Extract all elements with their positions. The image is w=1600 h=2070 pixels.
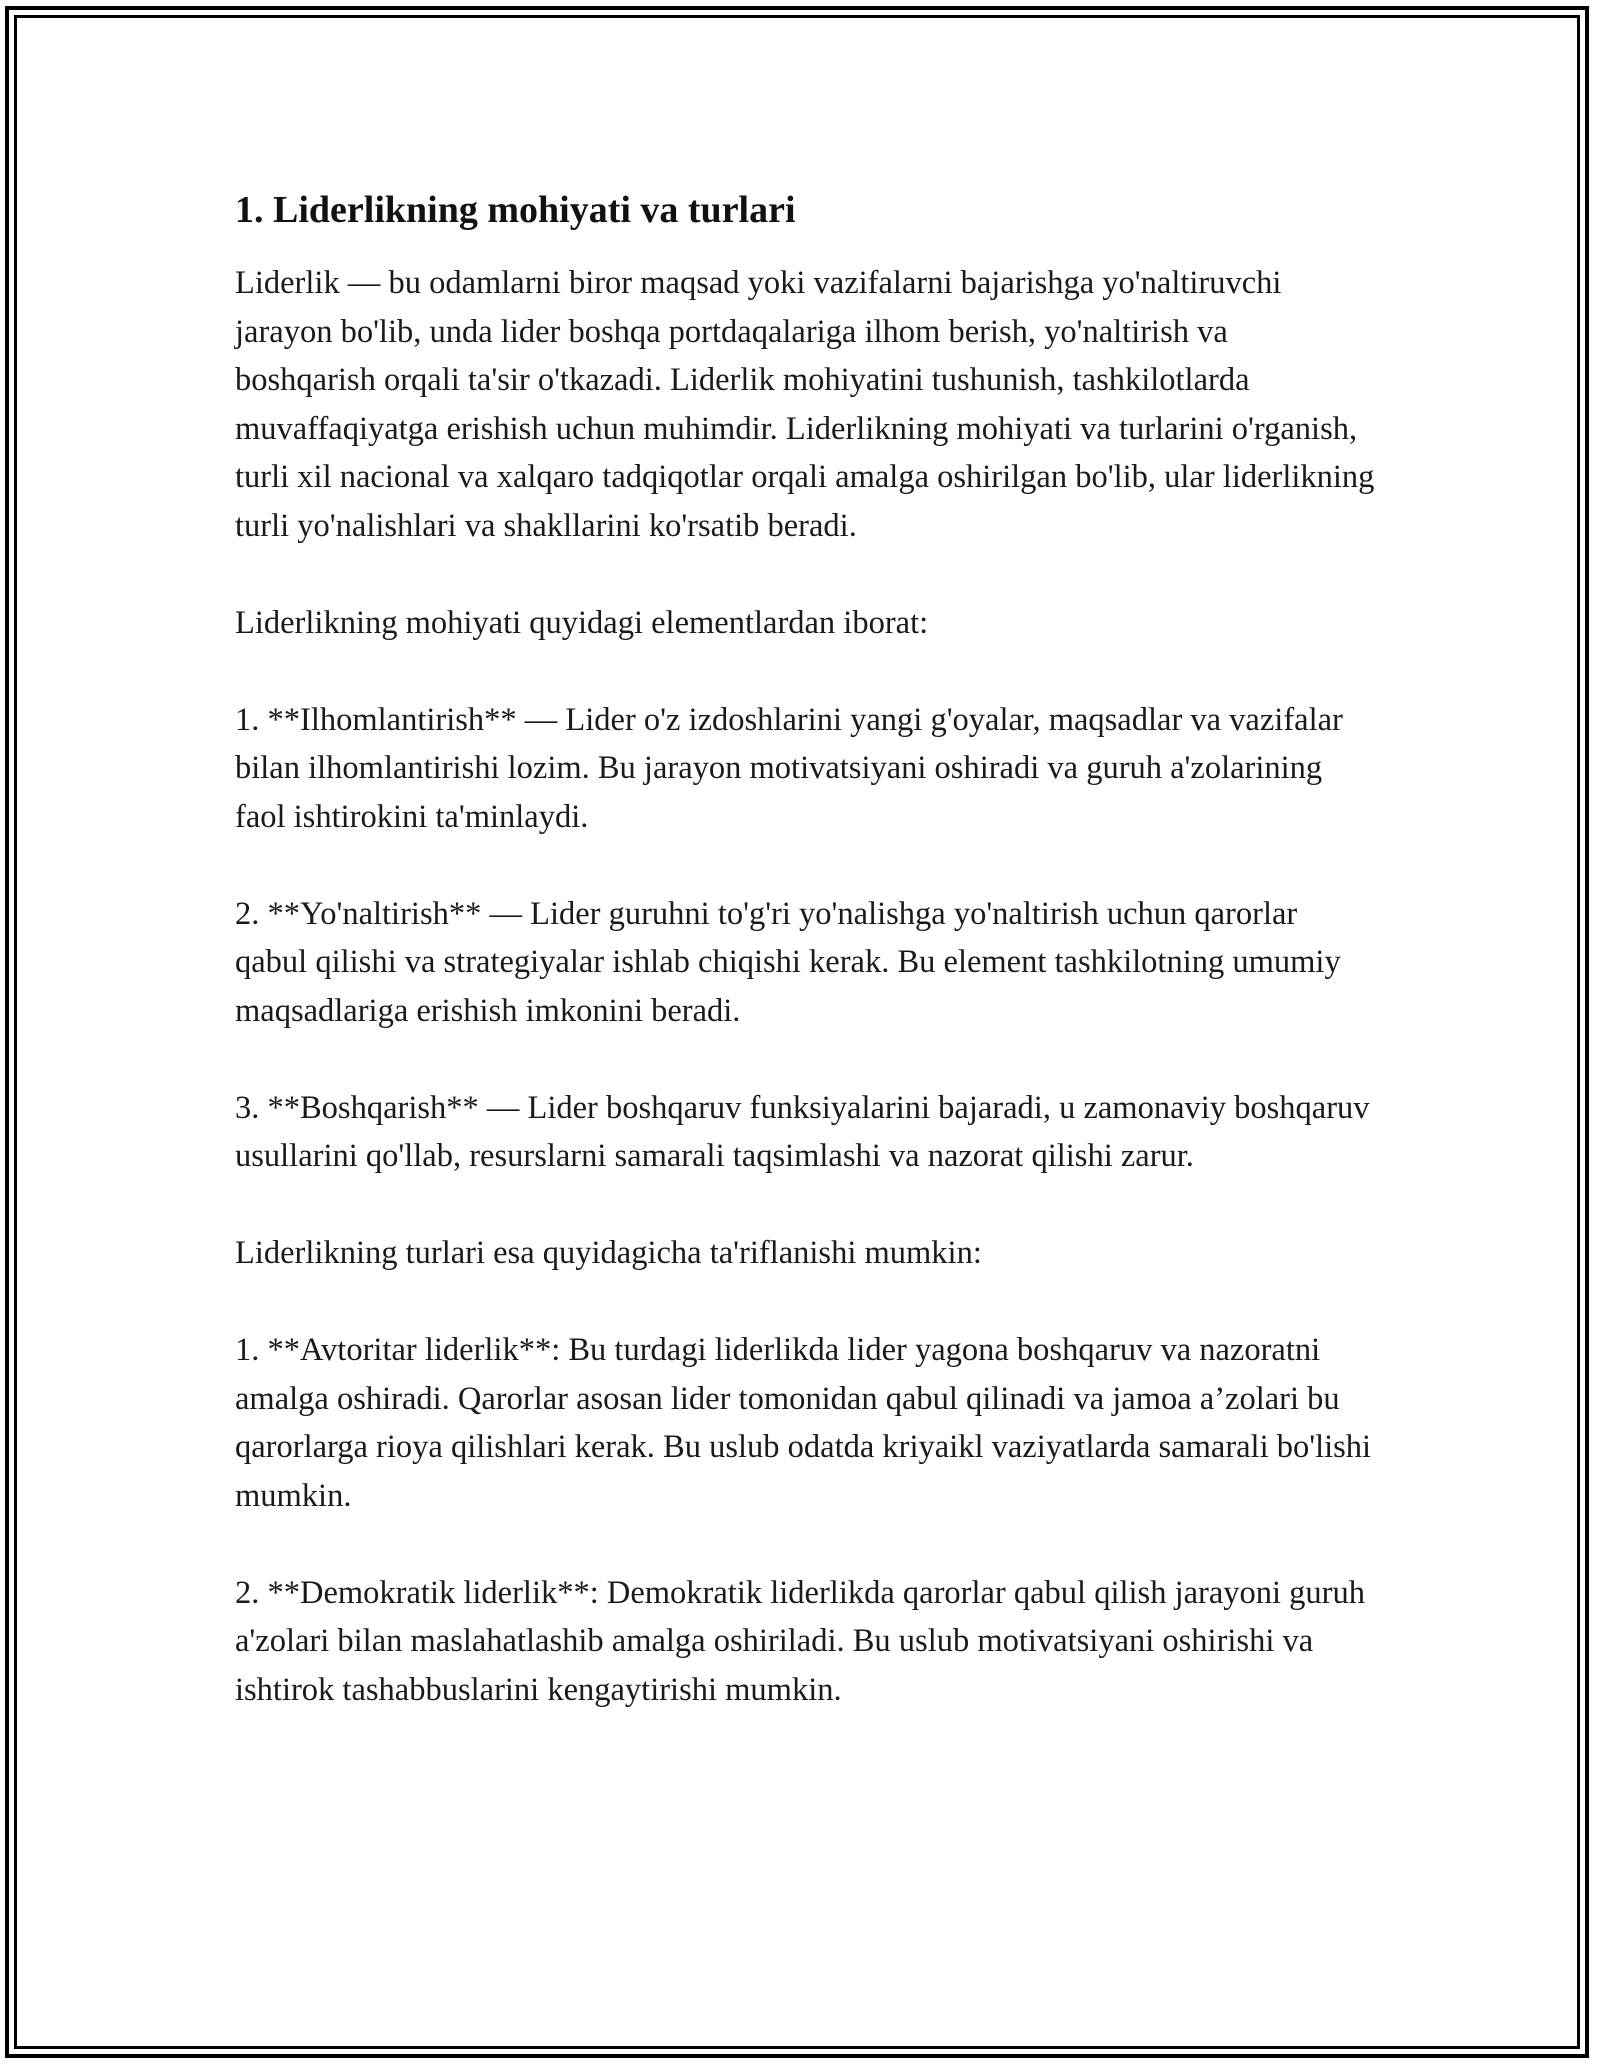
essence-intro-paragraph: Liderlikning mohiyati quyidagi elementlardan iborat: — [235, 604, 929, 641]
list-item-authoritarian: 1. **Avtoritar liderlik**: Bu turdagi liderlikda lider yagona boshqaruv va nazoratni amalga oshiradi. Qarorlar asosan lider tomonidan qabul qilinadi va jamoa a’zolari bu qarorlarga rioya qilishlari kerak. Bu uslub odatda kriyaikl vaziyatlarda samarali bo'lishi mumkin. — [235, 1332, 1372, 1514]
list-item-democratic: 2. **Demokratik liderlik**: Demokratik liderlikda qarorlar qabul qilish jarayoni guruh a'zolari bilan maslahatlashib amalga oshiriladi. Bu uslub motivatsiyani oshirishi va ishtirok tashabbuslarini kengaytirishi mumkin. — [235, 1574, 1365, 1708]
list-item-management: 3. **Boshqarish** — Lider boshqaruv funksiyalarini bajaradi, u zamonaviy boshqaruv usullarini qo'llab, resurslarni samarali taqsimlashi va nazorat qilishi zarur. — [235, 1089, 1370, 1174]
section-heading: 1. Liderlikning mohiyati va turlari — [235, 189, 796, 231]
list-item-direction: 2. **Yo'naltirish** — Lider guruhni to'g'ri yo'nalishga yo'naltirish uchun qarorlar qabul qilishi va strategiyalar ishlab chiqishi kerak. Bu element tashkilotning umumiy maqsadlariga erishish imkonini beradi. — [235, 895, 1341, 1029]
list-item-inspiration: 1. **Ilhomlantirish** — Lider o'z izdoshlarini yangi g'oyalar, maqsadlar va vazifalar bilan ilhomlantirishi lozim. Bu jarayon motivatsiyani oshiradi va guruh a'zolarining faol ishtirokini ta'minlaydi. — [235, 701, 1343, 835]
intro-paragraph: Liderlik — bu odamlarni biror maqsad yoki vazifalarni bajarishga yo'naltiruvchi jarayon bo'lib, unda lider boshqa portdaqalariga ilhom berish, yo'naltirish va boshqarish orqali ta'sir o'tkazadi. Liderlik mohiyatini tushunish, tashkilotlarda muvaffaqiyatga erishish uchun muhimdir. Liderlikning mohiyati va turlarini o'rganish, turli xil nacional va xalqaro tadqiqotlar orqali amalga oshirilgan bo'lib, ular liderlikning turli yo'nalishlari va shakllarini ko'rsatib beradi. — [235, 265, 1375, 544]
types-intro-paragraph: Liderlikning turlari esa quyidagicha ta'riflanishi mumkin: — [235, 1235, 982, 1271]
document-body — [235, 185, 1375, 1763]
